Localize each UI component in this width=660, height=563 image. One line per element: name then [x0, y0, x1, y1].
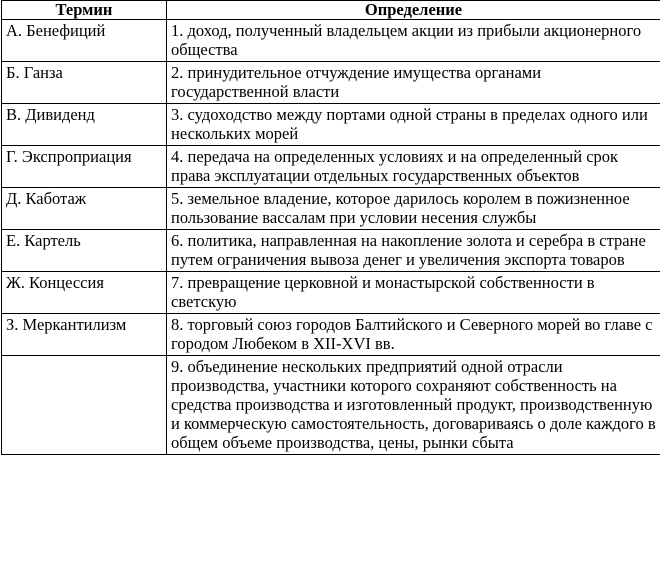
definition-cell: 8. торговый союз городов Балтийского и Северного морей во главе с городом Любеком в XII-XVI вв.: [167, 314, 660, 356]
term-cell: В. Дивиденд: [2, 104, 167, 146]
terms-table: [1, 0, 660, 455]
definition-cell: 2. принудительное отчуждение имущества органами государственной власти: [167, 62, 660, 104]
table-header-row: [2, 1, 660, 20]
table-row: [2, 356, 660, 455]
term-cell-empty: [2, 356, 167, 455]
term-cell: Б. Ганза: [2, 62, 167, 104]
table-row: [2, 272, 660, 314]
definition-cell: 1. доход, полученный владельцем акции из прибыли акционерного общества: [167, 20, 660, 62]
term-cell: А. Бенефиций: [2, 20, 167, 62]
term-cell: З. Меркантилизм: [2, 314, 167, 356]
table-row: [2, 314, 660, 356]
term-cell: Д. Каботаж: [2, 188, 167, 230]
table-row: [2, 146, 660, 188]
definition-cell: 5. земельное владение, которое дарилось королем в пожизненное пользование вассалам при условии несения службы: [167, 188, 660, 230]
table-row: [2, 62, 660, 104]
definition-cell: 9. объединение нескольких предприятий одной отрасли производства, участники которого сохраняют собственность на средства производства и изготовленный продукт, производственную и коммерческую самостоятельность, договариваясь о доле каждого в общем объеме производства, цены, рынки сбыта: [167, 356, 660, 455]
definition-cell: 3. судоходство между портами одной страны в пределах одного или нескольких морей: [167, 104, 660, 146]
term-cell: Е. Картель: [2, 230, 167, 272]
definition-cell: 6. политика, направленная на накопление золота и серебра в стране путем ограничения вывоза денег и увеличения экспорта товаров: [167, 230, 660, 272]
table-row: [2, 20, 660, 62]
header-definition: Определение: [167, 1, 660, 20]
term-cell: Ж. Концессия: [2, 272, 167, 314]
table-row: [2, 188, 660, 230]
table-row: [2, 104, 660, 146]
definition-cell: 7. превращение церковной и монастырской собственности в светскую: [167, 272, 660, 314]
table-row: [2, 230, 660, 272]
definition-cell: 4. передача на определенных условиях и на определенный срок права эксплуатации отдельных государственных объектов: [167, 146, 660, 188]
header-term: Термин: [2, 1, 167, 20]
term-cell: Г. Экспроприация: [2, 146, 167, 188]
